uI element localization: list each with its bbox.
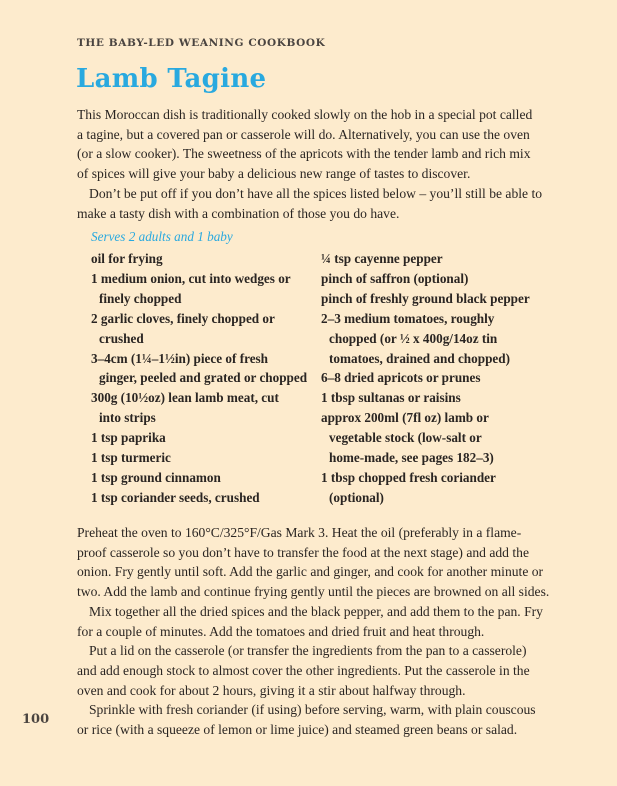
paragraph bbox=[77, 523, 549, 602]
text-line: Sprinkle with fresh coriander (if using) before serving, warm, with plain couscous bbox=[89, 702, 536, 718]
text-line: or rice (with a squeeze of lemon or lime juice) and steamed green beans or salad. bbox=[77, 722, 518, 738]
ingredient-line: 1 tbsp sultanas or raisins bbox=[321, 390, 461, 406]
ingredient-line: 3–4cm (1¼–1½in) piece of fresh bbox=[91, 350, 269, 366]
recipe-title: Lamb Tagine bbox=[76, 64, 267, 94]
ingredient-line: vegetable stock (low-salt or bbox=[329, 430, 482, 446]
text-line: Put a lid on the casserole (or transfer the ingredients from the pan to a casserole) bbox=[89, 643, 527, 659]
ingredients-right-column bbox=[321, 249, 530, 508]
ingredient-item bbox=[91, 269, 307, 309]
ingredient-item bbox=[321, 249, 530, 269]
ingredient-item bbox=[321, 309, 530, 369]
ingredient-item bbox=[91, 309, 307, 349]
ingredient-line: 1 tsp turmeric bbox=[91, 450, 171, 466]
ingredient-item bbox=[321, 388, 530, 408]
ingredient-line: crushed bbox=[99, 330, 144, 346]
ingredient-line: 2–3 medium tomatoes, roughly bbox=[321, 310, 495, 326]
text-line: a tagine, but a covered pan or casserole will do. Alternatively, you can use the oven bbox=[77, 126, 530, 142]
serves-note: Serves 2 adults and 1 baby bbox=[91, 229, 233, 244]
ingredient-line: pinch of saffron (optional) bbox=[321, 270, 469, 286]
intro-text bbox=[77, 105, 542, 223]
ingredients-left-column bbox=[91, 249, 307, 508]
text-line: two. Add the lamb and continue frying gently until the pieces are browned on all sides. bbox=[77, 584, 550, 600]
ingredient-line: (optional) bbox=[329, 489, 384, 505]
text-line: Mix together all the dried spices and the black pepper, and add them to the pan. Fry bbox=[89, 603, 543, 619]
paragraph bbox=[77, 641, 549, 700]
ingredient-line: 1 tsp ground cinnamon bbox=[91, 469, 221, 485]
paragraph bbox=[77, 602, 549, 641]
text-line: This Moroccan dish is traditionally cooked slowly on the hob in a special pot called bbox=[77, 107, 533, 122]
paragraph bbox=[77, 184, 542, 223]
ingredient-line: 6–8 dried apricots or prunes bbox=[321, 370, 481, 386]
text-line: (or a slow cooker). The sweetness of the apricots with the tender lamb and rich mix bbox=[77, 146, 531, 162]
ingredient-item bbox=[91, 488, 307, 508]
ingredient-line: ¼ tsp cayenne pepper bbox=[321, 251, 443, 266]
ingredient-item bbox=[321, 269, 530, 289]
ingredient-item bbox=[91, 249, 307, 269]
paragraph bbox=[77, 105, 542, 184]
text-line: Preheat the oven to 160°C/325°F/Gas Mark 3. Heat the oil (preferably in a flame- bbox=[77, 525, 522, 540]
ingredient-line: tomatoes, drained and chopped) bbox=[329, 350, 510, 366]
ingredient-item bbox=[321, 408, 530, 468]
text-line: Don’t be put off if you don’t have all the spices listed below – you’ll still be able to bbox=[89, 185, 543, 201]
ingredient-item bbox=[321, 368, 530, 388]
ingredient-item bbox=[91, 468, 307, 488]
ingredient-line: approx 200ml (7fl oz) lamb or bbox=[321, 410, 489, 426]
ingredient-line: 1 medium onion, cut into wedges or bbox=[91, 270, 291, 286]
ingredient-line: oil for frying bbox=[91, 251, 163, 266]
page-number: 100 bbox=[22, 712, 50, 727]
ingredient-item bbox=[91, 448, 307, 468]
ingredient-item bbox=[321, 468, 530, 508]
text-line: of spices will give your baby a delicious new range of tastes to discover. bbox=[77, 166, 471, 182]
text-line: for a couple of minutes. Add the tomatoes and dried fruit and heat through. bbox=[77, 623, 485, 639]
ingredient-item bbox=[91, 388, 307, 428]
ingredient-line: into strips bbox=[99, 410, 156, 426]
running-head: THE BABY-LED WEANING COOKBOOK bbox=[77, 37, 326, 49]
ingredient-item bbox=[91, 428, 307, 448]
ingredient-item bbox=[321, 289, 530, 309]
ingredient-line: 1 tsp coriander seeds, crushed bbox=[91, 489, 260, 505]
ingredient-line: 1 tsp paprika bbox=[91, 430, 166, 446]
text-line: oven and cook for about 2 hours, giving it a stir about halfway through. bbox=[77, 682, 466, 698]
ingredient-line: 2 garlic cloves, finely chopped or bbox=[91, 310, 275, 326]
ingredient-line: 1 tbsp chopped fresh coriander bbox=[321, 469, 496, 485]
text-line: and add enough stock to almost cover the other ingredients. Put the casserole in the bbox=[77, 662, 530, 678]
ingredient-line: finely chopped bbox=[99, 290, 182, 306]
ingredient-line: home-made, see pages 182–3) bbox=[329, 450, 494, 466]
text-line: onion. Fry gently until soft. Add the garlic and ginger, and cook for another minute or bbox=[77, 564, 544, 580]
paragraph bbox=[77, 700, 549, 739]
ingredient-line: chopped (or ½ x 400g/14oz tin bbox=[329, 330, 498, 346]
method-text bbox=[77, 523, 549, 740]
ingredient-item bbox=[91, 349, 307, 389]
ingredient-line: pinch of freshly ground black pepper bbox=[321, 290, 530, 306]
text-line: make a tasty dish with a combination of those you do have. bbox=[77, 205, 400, 221]
ingredient-line: ginger, peeled and grated or chopped bbox=[99, 370, 308, 386]
ingredient-line: 300g (10½oz) lean lamb meat, cut bbox=[91, 390, 279, 406]
text-line: proof casserole so you don’t have to transfer the food at the next stage) and add the bbox=[77, 544, 529, 560]
